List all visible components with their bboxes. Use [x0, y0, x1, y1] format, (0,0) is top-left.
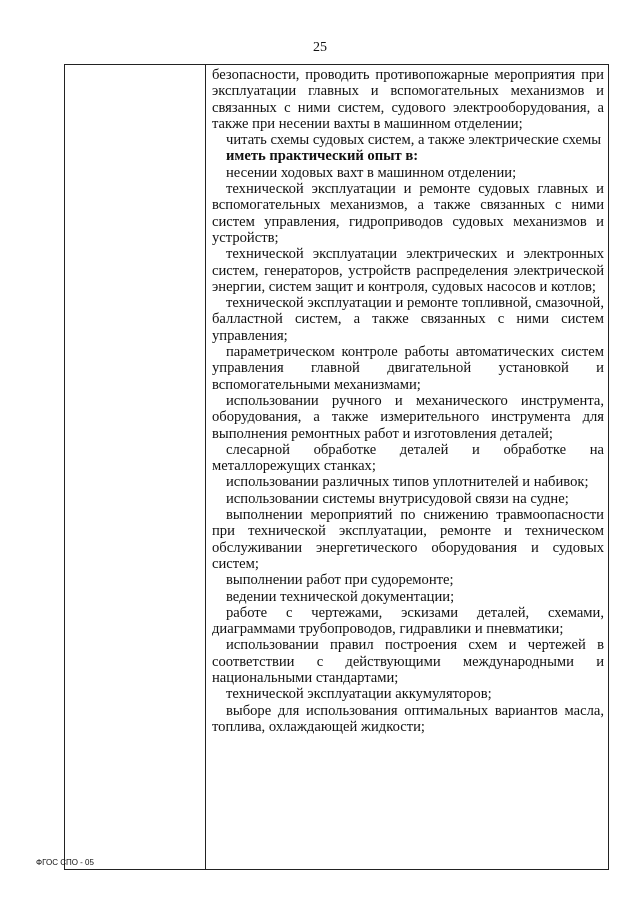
paragraph-list: [212, 67, 604, 735]
paragraph: использовании системы внутрисудовой связи на судне;: [226, 490, 569, 507]
paragraph: параметрическом контроле работы автоматических систем управления главной двигательной установкой и вспомогательными механизмами;: [212, 344, 604, 393]
paragraph: слесарной обработке деталей и обработке на металлорежущих станках;: [212, 441, 604, 475]
footer-code: ФГОС СПО - 05: [36, 858, 94, 867]
paragraph: технической эксплуатации и ремонте судовых главных и вспомогательных механизмов, а также связанных с ними систем управления, гидроприводов судовых механизмов и устройств;: [212, 181, 604, 246]
paragraph: технической эксплуатации и ремонте топливной, смазочной, балластной систем, а также связанных с ними систем управления;: [212, 295, 604, 344]
document-table: [64, 64, 609, 870]
paragraph: читать схемы судовых систем, а также электрические схемы: [226, 132, 602, 149]
page-number: 25: [313, 40, 327, 55]
table-cell-left: [65, 65, 206, 870]
paragraph: безопасности, проводить противопожарные мероприятия при эксплуатации главных и вспомогательных механизмов и связанных с ними систем, судового электрооборудования, а также при несении вахты в машинном отделении;: [212, 67, 604, 132]
paragraph: ведении технической документации;: [226, 588, 455, 605]
paragraph: несении ходовых вахт в машинном отделении;: [226, 164, 517, 181]
paragraph: работе с чертежами, эскизами деталей, схемами, диаграммами трубопроводов, гидравлики и пневматики;: [212, 604, 604, 638]
paragraph: технической эксплуатации аккумуляторов;: [226, 686, 492, 703]
table-row: [65, 65, 609, 870]
paragraph: использовании ручного и механического инструмента, оборудования, а также измерительного инструмента для выполнения ремонтных работ и изготовления деталей;: [212, 392, 604, 442]
table-cell-right: [206, 65, 609, 870]
paragraph: использовании правил построения схем и чертежей в соответствии с действующими международными и национальными стандартами;: [212, 637, 604, 686]
paragraph: выполнении работ при судоремонте;: [226, 572, 454, 589]
section-heading: иметь практический опыт в:: [226, 148, 419, 165]
paragraph: использовании различных типов уплотнителей и набивок;: [226, 474, 589, 491]
paragraph: выборе для использования оптимальных вариантов масла, топлива, охлаждающей жидкости;: [212, 702, 604, 735]
paragraph: технической эксплуатации электрических и электронных систем, генераторов, устройств распределения электрической энергии, систем защит и контроля, судовых насосов и котлов;: [212, 246, 604, 295]
paragraph: выполнении мероприятий по снижению травмоопасности при технической эксплуатации, ремонте и техническом обслуживании энергетического оборудования и судовых систем;: [212, 507, 604, 572]
